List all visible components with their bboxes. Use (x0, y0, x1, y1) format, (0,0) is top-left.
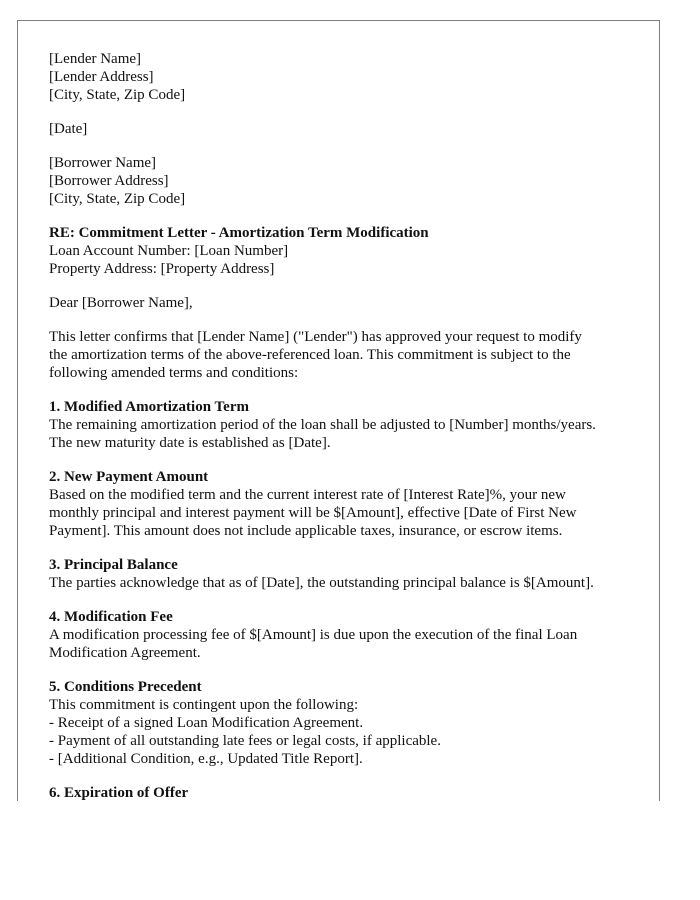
section-line: A modification processing fee of $[Amount] is due upon the execution of the final Loan (49, 627, 578, 643)
section-line: The remaining amortization period of the loan shall be adjusted to [Number] months/years. (49, 417, 596, 433)
section-principal-balance (49, 556, 649, 592)
salutation: Dear [Borrower Name], (49, 295, 193, 311)
sender-address: [Lender Address] (49, 69, 154, 85)
section-modification-fee (49, 608, 649, 662)
condition-item: - Payment of all outstanding late fees or legal costs, if applicable. (49, 733, 441, 749)
section-heading: 1. Modified Amortization Term (49, 399, 249, 415)
section-heading: 3. Principal Balance (49, 557, 178, 573)
section-line: Modification Agreement. (49, 645, 201, 661)
section-heading: 6. Expiration of Offer (49, 785, 189, 801)
section-line: The parties acknowledge that as of [Date], the outstanding principal balance is $[Amount]. (49, 575, 594, 591)
property-line: Property Address: [Property Address] (49, 261, 275, 277)
recipient-block (49, 154, 649, 208)
subject-line: RE: Commitment Letter - Amortization Term Modification (49, 225, 429, 241)
section-modified-amortization (49, 398, 649, 452)
sender-city: [City, State, Zip Code] (49, 87, 186, 103)
recipient-city: [City, State, Zip Code] (49, 191, 186, 207)
reference-block (49, 224, 649, 278)
date-block (49, 120, 649, 138)
recipient-name: [Borrower Name] (49, 155, 157, 171)
salutation-block (49, 294, 649, 312)
section-line: Based on the modified term and the current interest rate of [Interest Rate]%, your new (49, 487, 566, 503)
letter-content (49, 50, 649, 801)
section-heading: 4. Modification Fee (49, 609, 173, 625)
letter-page (17, 20, 660, 801)
section-line: Payment]. This amount does not include applicable taxes, insurance, or escrow items. (49, 523, 563, 539)
sender-name: [Lender Name] (49, 51, 142, 67)
section-new-payment (49, 468, 649, 540)
loan-account-line: Loan Account Number: [Loan Number] (49, 243, 289, 259)
recipient-address: [Borrower Address] (49, 173, 169, 189)
section-heading: 2. New Payment Amount (49, 469, 209, 485)
section-line: The new maturity date is established as [Date]. (49, 435, 331, 451)
section-conditions-precedent (49, 678, 649, 768)
sender-block (49, 50, 649, 104)
section-line: monthly principal and interest payment will be $[Amount], effective [Date of First New (49, 505, 577, 521)
intro-line: the amortization terms of the above-referenced loan. This commitment is subject to the (49, 347, 571, 363)
intro-line: following amended terms and conditions: (49, 365, 299, 381)
section-line: This commitment is contingent upon the following: (49, 697, 359, 713)
intro-paragraph (49, 328, 649, 382)
condition-item: - Receipt of a signed Loan Modification Agreement. (49, 715, 364, 731)
intro-line: This letter confirms that [Lender Name] ("Lender") has approved your request to modify (49, 329, 582, 345)
section-heading: 5. Conditions Precedent (49, 679, 202, 695)
letter-date: [Date] (49, 121, 88, 137)
condition-item: - [Additional Condition, e.g., Updated Title Report]. (49, 751, 363, 767)
section-expiration-of-offer (49, 784, 649, 801)
